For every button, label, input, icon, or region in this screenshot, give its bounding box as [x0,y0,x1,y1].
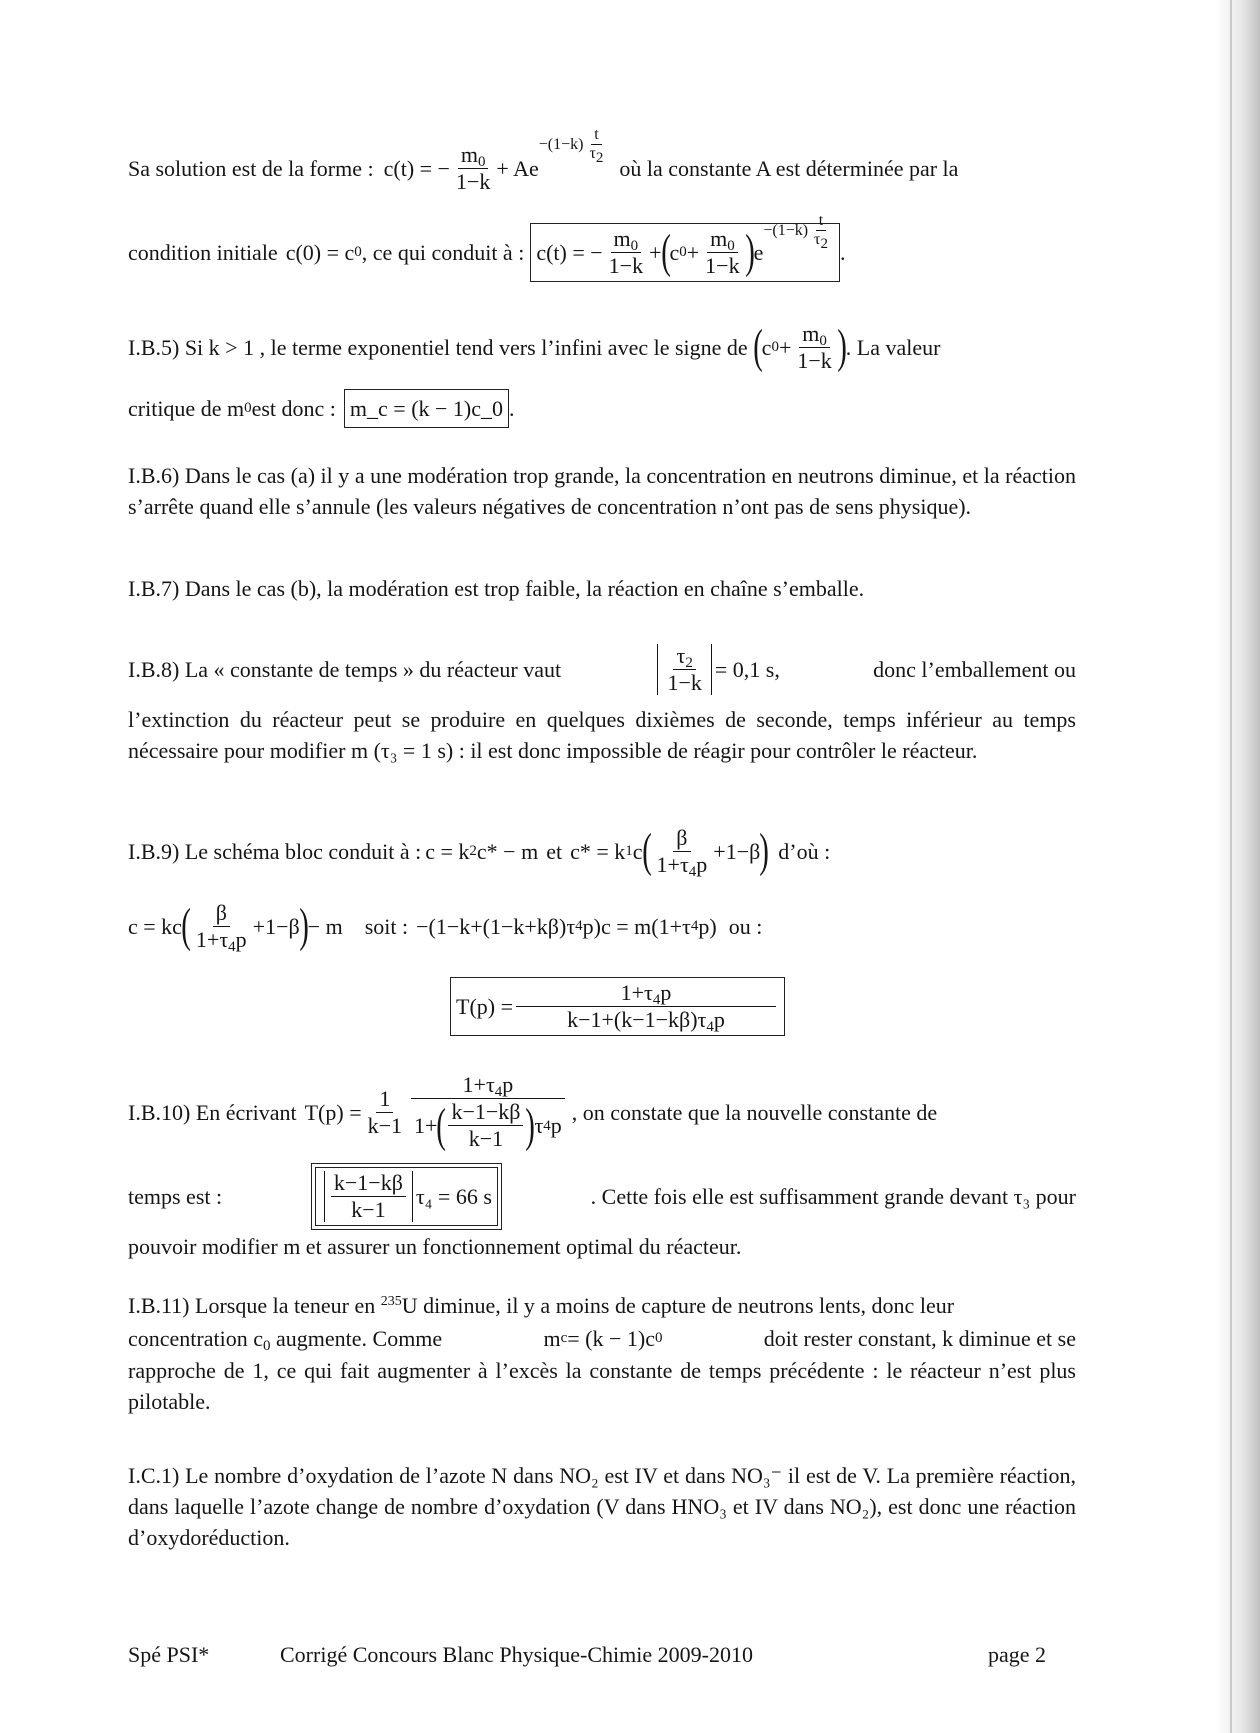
boxed-result-c-of-t: c(t) = − $\frac{m_0}{1-k}$ + ( c 0 + $\frac{m_0}{1-k}$ ) e −(1−k) $\frac{t}{\tau_2}$ [530,223,840,282]
boxed-critical-mass: m_c = (k − 1)c_0 [344,389,509,428]
scan-edge-shadow [1214,0,1260,1733]
paragraph-ib9: I.B.9) Le schéma bloc conduit à : c = k 2 c* − m et c* = k 1 c ( $\frac{\beta}{1+\tau_4p}$ +1−β ) d’où : c = kc ( $\frac{\beta}{1+\tau_4p}$ +1−β ) − m soit : −(1−k+(1−k+kβ)τ 4 p)c = m(1+τ 4 p) ou : T(p) = $\frac{1+\tau_4p}{k-1+(k-1-k\beta)\tau_4p}$ [128,824,831,1035]
solution-general-equation: c(t) = − $\frac{m_0}{1-k}$ + Ae −(1−k) $\frac{t}{\tau_2}$ [383,125,604,194]
paragraph-ib6: I.B.6) Dans le cas (a) il y a une modération trop grande, la concentration en neutrons diminue, et la réaction s’arrête quand elle s’annule (les valeurs négatives de concentration n’ont pas de sens physique). [128,463,1076,519]
paragraph-solution [128,125,1076,296]
paragraph-ib11: I.B.11) Lorsque la teneur en $^{235}$U diminue, il y a moins de capture de neutrons lents, donc leur concentration $c_0$ augmente. Comme m c = (k − 1)c 0 doit rester constant, k diminue et se rapproche de 1, ce qui fait augmenter à l’excès la constante de temps précédente : le réacteur n’est plus pilotable. [128,1293,1076,1414]
solution-line-1: Sa solution est de la forme : c(t) = − $\frac{m_0}{1-k}$ + Ae −(1−k) $\frac{t}{\tau_2}$ où la constante A est déterminée par la [128,125,959,194]
scan-edge-line [1230,0,1232,1733]
footer-class: Spé PSI* [128,1642,210,1667]
solution-line-2: condition initiale c(0) = c 0 , ce qui conduit à : c(t) = − $\frac{m_0}{1-k}$ + ( c 0 + $\frac{m_0}{1-k}$ ) e −(1−k) $\frac{t}{\tau_2}$ . [128,208,1076,296]
footer-title: Corrigé Concours Blanc Physique-Chimie 2009-2010 [280,1642,753,1667]
footer-page-number: page 2 [988,1642,1047,1667]
paragraph-ib5: I.B.5) Si k > 1 , le terme exponentiel tend vers l’infini avec le signe de ( c 0 + $\frac{m_0}{1-k}$ ) . La valeur critique de m 0 est donc : m_c = (k − 1)c_0 . [128,318,1076,434]
paragraph-ic1: I.C.1) Le nombre d’oxydation de l’azote N dans NO₂ est IV et dans NO₃⁻ il est de V. La première réaction, dans laquelle l’azote change de nombre d’oxydation (V dans HNO₃ et IV dans NO₂), est donc une réaction d’oxydoréduction. [128,1463,1076,1550]
paragraph-ib7: I.B.7) Dans le cas (b), la modération est trop faible, la réaction en chaîne s’emballe. [128,576,865,601]
boxed-new-time-constant: $\frac{k-1-k\beta}{k-1}$ τ₄ = 66 s [311,1163,502,1230]
paragraph-ib10: I.B.10) En écrivant T(p) = $\frac{1}{k-1}$ $1+\tau_4p$ 1+ ( $\frac{k-1-k\beta}{k-1}$ ) τ 4 p , on constate que la nouvelle constante de temps est : $\frac{k-1-k\beta}{k-1}$ τ₄ = 66 s . Cette fois elle est suffisamment grande devant τ₃ pour pouvoir modifier m et assurer un fonctionnement optimal du réacteur. [128,1072,1076,1259]
boxed-transfer-function: T(p) = $\frac{1+\tau_4p}{k-1+(k-1-k\beta)\tau_4p}$ [450,977,785,1036]
paragraph-ib8: I.B.8) La « constante de temps » du réacteur vaut $\frac{\tau_2}{1-k}$ = 0,1 s, donc l’emballement ou l’extinction du réacteur peut se produire en quelques dixièmes de seconde, temps inférieur au temps nécessaire pour modifier m (τ₃ = 1 s) : il est donc impossible de réagir pour contrôler le réacteur. [128,642,1076,763]
